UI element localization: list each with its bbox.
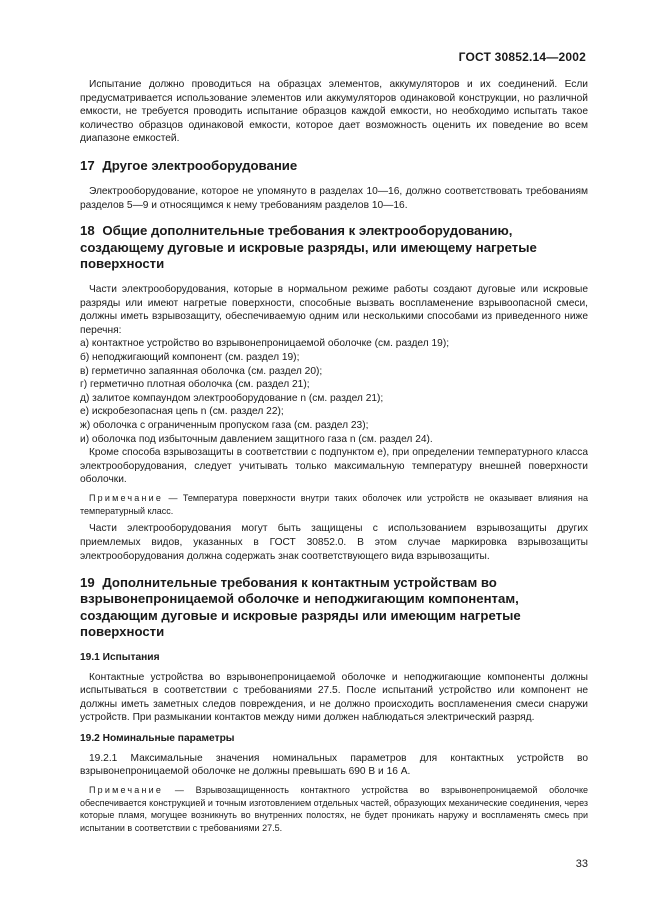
- page-number: 33: [575, 858, 588, 870]
- section-number: 18: [80, 223, 95, 239]
- subsection-19-1-paragraph: Контактные устройства во взрывонепроницаемой оболочке и неподжигающие компоненты должны испытываться в соответствии с требованиями 27.5. После испытаний устройство или компонент не должны иметь заметных следов повреждения, и не должно происходить воспламенения смеси снаружи устройств. При размыкании контактов между ними должен наблюдаться электрический разряд.: [80, 671, 588, 724]
- list-item: ж) оболочка с ограниченным пропуском газа (см. раздел 23);: [80, 419, 369, 431]
- document-header: ГОСТ 30852.14—2002: [458, 50, 586, 64]
- section-title: Другое электрооборудование: [102, 157, 298, 173]
- note-label: Примечание: [89, 492, 164, 503]
- section-number: 19: [80, 575, 95, 591]
- note-text: — Взрывозащищенность контактного устройства во взрывонепроницаемой оболочке обеспечивается конструкцией и точным изготовлением отдельных частей, образующих механические соединения, через которые пламя, могущее возникнуть во внутренних полостях, не будет проникать наружу и воспламенять смесь при испытании в соответствии с требованиями 27.5.: [80, 784, 588, 834]
- section-18-paragraph-3: Части электрооборудования могут быть защищены с использованием взрывозащиты других приемлемых видов, указанных в ГОСТ 30852.0. В этом случае маркировка взрывозащиты электрооборудования должна содержать знак соответствующего вида взрывозащиты.: [80, 523, 588, 562]
- section-17-heading: [80, 158, 588, 174]
- section-17-paragraph: Электрооборудование, которое не упомянуто в разделах 10—16, должно соответствовать требованиям разделов 5—9 и относящимся к нему требованиям разделов 10—16.: [80, 186, 588, 211]
- section-18-paragraph-2: Кроме способа взрывозащиты в соответствии с подпунктом е), при определении температурного класса электрооборудования, следует учитывать только максимальную температуру внешней поверхности оболочки.: [80, 447, 588, 486]
- section-number: 17: [80, 157, 95, 173]
- subsection-19-2-heading: 19.2 Номинальные параметры: [80, 733, 235, 745]
- section-title: Общие дополнительные требования к электрооборудованию, создающему дуговые и искровые разряды, или имеющему нагретые поверхности: [80, 223, 537, 271]
- section-18-paragraph: Части электрооборудования, которые в нормальном режиме работы создают дуговые или искровые разряды или имеют нагретые поверхности, способные вызвать воспламенение взрывоопасной смеси, должны иметь взрывозащиту, обеспечиваемую одним или несколькими способами из приведенного ниже перечня:: [80, 283, 588, 336]
- note-text: — Температура поверхности внутри таких оболочек или устройств не оказывает влияния на температурный класс.: [80, 492, 588, 516]
- section-19-note: [80, 784, 588, 835]
- section-18-note: [80, 492, 588, 518]
- protection-methods-list: [80, 337, 588, 446]
- list-item: и) оболочка под избыточным давлением защитного газа n (см. раздел 24).: [80, 433, 433, 445]
- list-item: б) неподжигающий компонент (см. раздел 19);: [80, 351, 300, 363]
- list-item: в) герметично запаянная оболочка (см. раздел 20);: [80, 365, 323, 377]
- section-title: Дополнительные требования к контактным устройствам во взрывонепроницаемой оболочке и неподжигающим компонентам, создающим дуговые и искровые разряды или имеющим нагретые поверхности: [80, 575, 521, 639]
- list-item: а) контактное устройство во взрывонепроницаемой оболочке (см. раздел 19);: [80, 338, 450, 350]
- note-label: Примечание: [89, 784, 164, 795]
- list-item: е) искробезопасная цепь n (см. раздел 22);: [80, 406, 284, 418]
- list-item: г) герметично плотная оболочка (см. раздел 21);: [80, 379, 310, 391]
- section-18-heading: [80, 223, 588, 272]
- intro-paragraph: Испытание должно проводиться на образцах элементов, аккумуляторов и их соединений. Если предусматривается использование элементов или аккумуляторов одинаковой конструкции, но различной емкости, не требуется проводить испытание образцов каждой емкости, но необходимо испытать такое количество образцов одинаковой емкости, которое дает возможность оценить их поведение во всем диапазоне емкостей.: [80, 79, 588, 145]
- list-item: д) залитое компаундом электрооборудование n (см. раздел 21);: [80, 392, 384, 404]
- page-content: [80, 78, 588, 835]
- clause-19-2-1-paragraph: 19.2.1 Максимальные значения номинальных параметров для контактных устройств во взрывонепроницаемой оболочке не должны превышать 690 В и 16 А.: [80, 752, 588, 778]
- section-19-heading: [80, 575, 588, 640]
- subsection-19-1-heading: 19.1 Испытания: [80, 652, 160, 664]
